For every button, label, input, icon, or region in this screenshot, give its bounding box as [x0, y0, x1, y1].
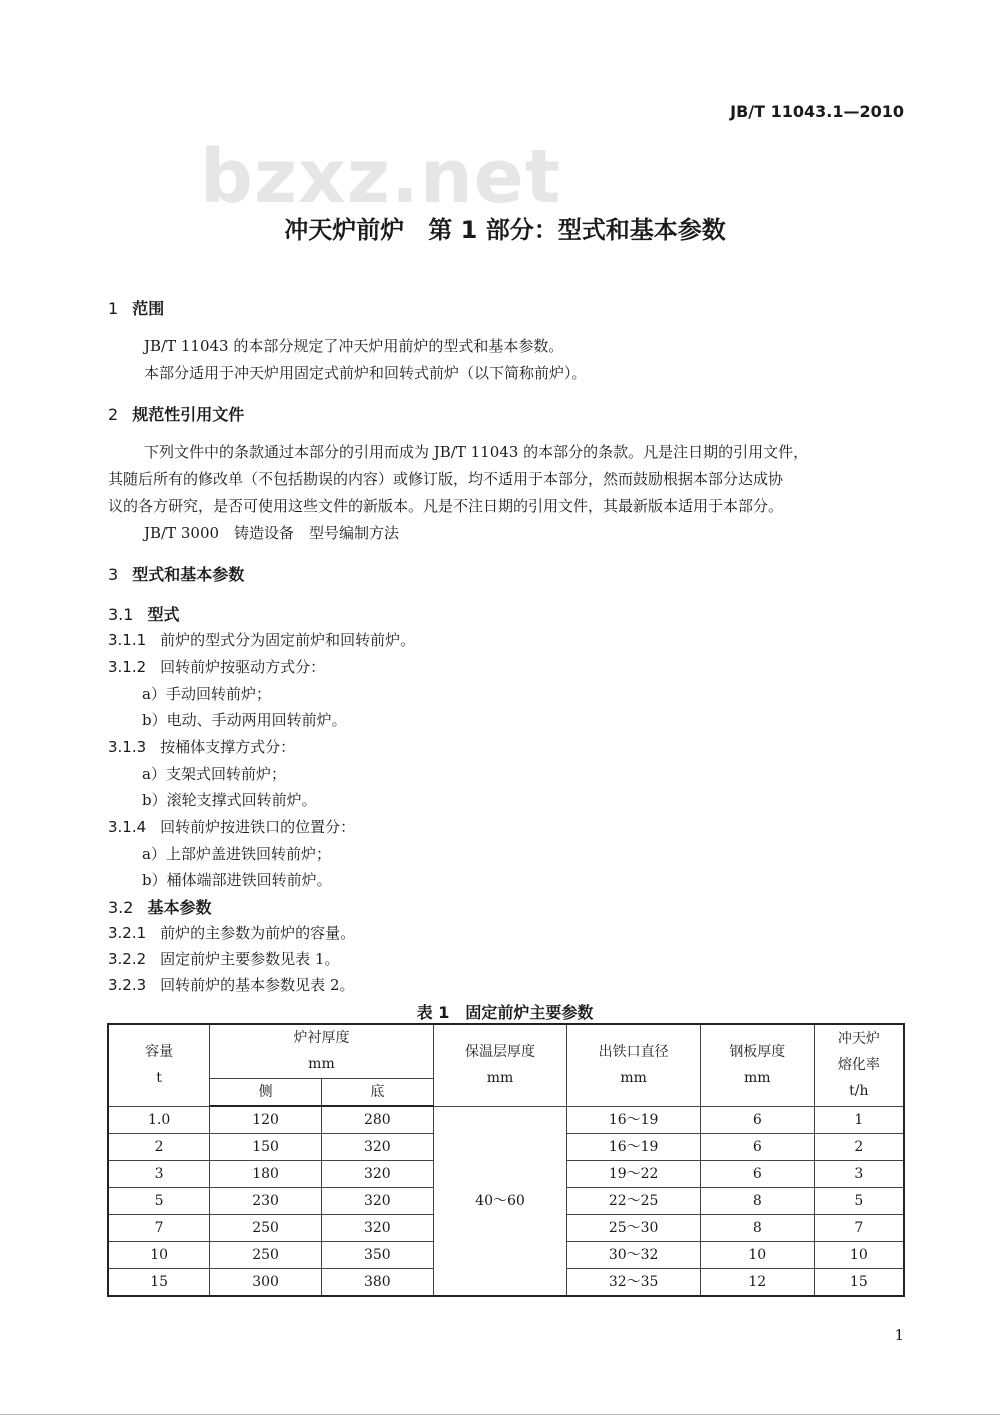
clause-3-1-4: 3.1.4 回转前炉按进铁口的位置分：: [108, 818, 356, 836]
clause-3-1-3: 3.1.3 按桶体支撑方式分：: [108, 738, 296, 756]
section-1-heading: 1 范围: [108, 299, 165, 318]
clause-3-2-3: 3.2.3 回转前炉的基本参数见表 2。: [108, 976, 355, 994]
cell-bottom: 320: [321, 1188, 433, 1215]
header-insulation-thickness: 保温层厚度 mm: [433, 1024, 567, 1106]
header-capacity: 容量 t: [108, 1024, 210, 1106]
cell-capacity: 15: [108, 1269, 210, 1297]
normative-reference: JB/T 3000 铸造设备 型号编制方法: [144, 524, 400, 542]
table-row: [108, 1106, 904, 1134]
section-1-paragraph-1: JB/T 11043 的本部分规定了冲天炉用前炉的型式和基本参数。: [144, 337, 564, 355]
clause-3-1-2-item-a: a）手动回转前炉；: [142, 685, 271, 703]
cell-melt-rate: 7: [814, 1215, 904, 1242]
clause-3-1-1: 3.1.1 前炉的型式分为固定前炉和回转前炉。: [108, 631, 416, 649]
cell-bottom: 350: [321, 1242, 433, 1269]
table-1-title: 表 1 固定前炉主要参数: [416, 1003, 594, 1022]
cell-plate: 10: [700, 1242, 814, 1269]
clause-3-1-2: 3.1.2 回转前炉按驱动方式分：: [108, 658, 326, 676]
clause-3-1-3-item-b: b）滚轮支撑式回转前炉。: [142, 791, 317, 809]
cell-tap-hole: 32～35: [567, 1269, 701, 1297]
table-1: [107, 1023, 905, 1297]
cell-side: 180: [210, 1161, 322, 1188]
section-3-1-heading: 3.1 型式: [108, 605, 180, 624]
header-plate-thickness: 钢板厚度 mm: [700, 1024, 814, 1106]
cell-melt-rate: 3: [814, 1161, 904, 1188]
header-side: 侧: [210, 1078, 322, 1106]
header-lining-thickness: 炉衬厚度 mm: [210, 1024, 433, 1078]
cell-bottom: 320: [321, 1134, 433, 1161]
document-title: 冲天炉前炉 第 1 部分：型式和基本参数: [284, 216, 726, 244]
cell-melt-rate: 2: [814, 1134, 904, 1161]
cell-plate: 6: [700, 1134, 814, 1161]
cell-plate: 8: [700, 1215, 814, 1242]
clause-3-1-3-item-a: a）支架式回转前炉；: [142, 765, 286, 783]
cell-bottom: 320: [321, 1161, 433, 1188]
cell-insulation: 40～60: [433, 1106, 567, 1296]
cell-melt-rate: 5: [814, 1188, 904, 1215]
clause-3-1-2-item-b: b）电动、手动两用回转前炉。: [142, 711, 347, 729]
cell-melt-rate: 1: [814, 1106, 904, 1134]
cell-tap-hole: 30～32: [567, 1242, 701, 1269]
cell-capacity: 3: [108, 1161, 210, 1188]
header-tap-hole-diameter: 出铁口直径 mm: [567, 1024, 701, 1106]
section-2-line-3: 议的各方研究，是否可使用这些文件的新版本。凡是不注日期的引用文件，其最新版本适用于本部分。: [108, 497, 784, 515]
cell-bottom: 380: [321, 1269, 433, 1297]
clause-3-1-4-item-b: b）桶体端部进铁回转前炉。: [142, 871, 332, 889]
watermark: bzxz.net: [200, 134, 562, 220]
cell-bottom: 280: [321, 1106, 433, 1134]
header-melting-rate: 冲天炉 熔化率 t/h: [814, 1024, 904, 1106]
cell-side: 250: [210, 1242, 322, 1269]
section-2-line-2: 其随后所有的修改单（不包括勘误的内容）或修订版，均不适用于本部分，然而鼓励根据本部分达成协: [108, 470, 784, 488]
standard-number: JB/T 11043.1—2010: [730, 102, 904, 121]
cell-tap-hole: 25～30: [567, 1215, 701, 1242]
cell-capacity: 1.0: [108, 1106, 210, 1134]
cell-capacity: 5: [108, 1188, 210, 1215]
section-1-paragraph-2: 本部分适用于冲天炉用固定式前炉和回转式前炉（以下简称前炉）。: [144, 364, 587, 382]
clause-3-2-2: 3.2.2 固定前炉主要参数见表 1。: [108, 950, 340, 968]
section-3-2-heading: 3.2 基本参数: [108, 898, 212, 917]
cell-capacity: 10: [108, 1242, 210, 1269]
cell-capacity: 2: [108, 1134, 210, 1161]
cell-melt-rate: 10: [814, 1242, 904, 1269]
cell-plate: 6: [700, 1106, 814, 1134]
cell-plate: 12: [700, 1269, 814, 1297]
cell-side: 230: [210, 1188, 322, 1215]
page-bottom-divider: [0, 1414, 1000, 1415]
clause-3-1-4-item-a: a）上部炉盖进铁回转前炉；: [142, 845, 331, 863]
cell-tap-hole: 22～25: [567, 1188, 701, 1215]
clause-3-2-1: 3.2.1 前炉的主参数为前炉的容量。: [108, 924, 356, 942]
cell-side: 300: [210, 1269, 322, 1297]
cell-side: 150: [210, 1134, 322, 1161]
section-2-line-1: 下列文件中的条款通过本部分的引用而成为 JB/T 11043 的本部分的条款。凡是注日期的引用文件，: [144, 443, 809, 461]
cell-tap-hole: 16～19: [567, 1106, 701, 1134]
header-bottom: 底: [321, 1078, 433, 1106]
section-2-heading: 2 规范性引用文件: [108, 405, 245, 424]
cell-tap-hole: 19～22: [567, 1161, 701, 1188]
cell-bottom: 320: [321, 1215, 433, 1242]
cell-tap-hole: 16～19: [567, 1134, 701, 1161]
cell-plate: 8: [700, 1188, 814, 1215]
cell-melt-rate: 15: [814, 1269, 904, 1297]
cell-plate: 6: [700, 1161, 814, 1188]
cell-side: 120: [210, 1106, 322, 1134]
cell-capacity: 7: [108, 1215, 210, 1242]
cell-side: 250: [210, 1215, 322, 1242]
page-number: 1: [894, 1326, 904, 1344]
section-3-heading: 3 型式和基本参数: [108, 565, 245, 584]
